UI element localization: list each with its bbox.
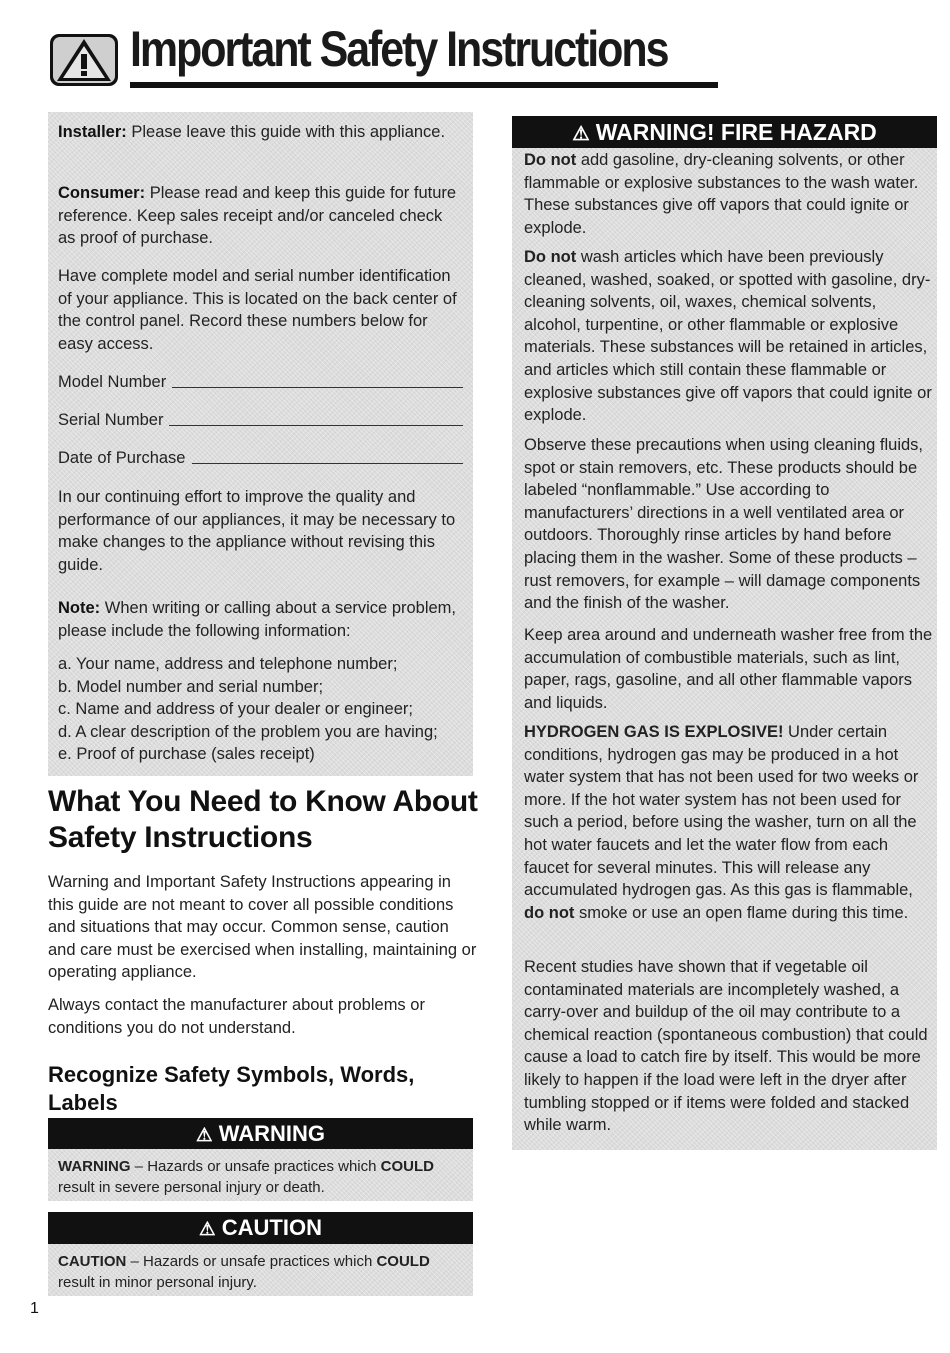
date-of-purchase-field: Date of Purchase xyxy=(58,449,463,468)
service-note: Note: When writing or calling about a service problem, please include the following information: xyxy=(58,599,457,640)
page-header xyxy=(50,20,668,90)
list-item: e. Proof of purchase (sales receipt) xyxy=(58,745,315,764)
section-heading: What You Need to Know About Safety Instructions xyxy=(48,785,478,854)
installer-note: Installer: Please leave this guide with this appliance. xyxy=(58,123,446,141)
fire-hazard-banner: ⚠ WARNING! FIRE HAZARD xyxy=(512,116,937,148)
warning-banner: ⚠ WARNING xyxy=(48,1118,473,1149)
list-item: d. A clear description of the problem you are having; xyxy=(58,722,438,741)
fire-paragraph-6: Recent studies have shown that if vegetable oil contaminated materials are incompletely washed, a carry-over and buildup of the oil may contribute to a chemical reaction (spontaneous combustion) that could cause a load to catch fire by itself. This would be more likely to happen if the load were left in the dryer after tumbling stopped or if items were folded and stacked while warm. xyxy=(524,958,928,1135)
warning-definition: WARNING – Hazards or unsafe practices which COULD result in severe personal injury or death. xyxy=(58,1158,434,1196)
fire-paragraph-1: Do not add gasoline, dry-cleaning solvents, or other flammable or explosive substances to the wash water. These substances give off vapors that could ignite or explode. xyxy=(524,151,919,237)
caution-banner: ⚠ CAUTION xyxy=(48,1212,473,1244)
model-number-field: Model Number xyxy=(58,373,463,392)
title-underline xyxy=(130,82,718,88)
warning-triangle-icon: ⚠ xyxy=(199,1218,216,1239)
serial-number-field: Serial Number xyxy=(58,411,463,430)
consumer-note: Consumer: Please read and keep this guide for future reference. Keep sales receipt and/or canceled check as proof of purchase. xyxy=(58,184,457,248)
caution-definition: CAUTION – Hazards or unsafe practices which COULD result in minor personal injury. xyxy=(58,1253,430,1291)
contact-manufacturer-paragraph: Always contact the manufacturer about problems or conditions you do not understand. xyxy=(48,996,425,1037)
list-item: c. Name and address of your dealer or engineer; xyxy=(58,700,413,719)
warning-triangle-icon: ⚠ xyxy=(195,1124,213,1145)
model-info-text: Have complete model and serial number identification of your appliance. This is located on the back center of the control panel. Record these numbers below for easy access. xyxy=(58,267,457,353)
warning-triangle-icon: ⚠ xyxy=(572,123,590,145)
fire-paragraph-5: HYDROGEN GAS IS EXPLOSIVE! Under certain conditions, hydrogen gas may be produced in a hot water system that has not been used for two weeks or more. If the hot water system has not been used for such a period, before using the washer, turn on all the hot water faucets and let the water flow from each faucet for several minutes. This will release any accumulated hydrogen gas. As this gas is flammable, do not smoke or use an open flame during this time. xyxy=(524,723,919,922)
symbols-subheading: Recognize Safety Symbols, Words, Labels xyxy=(48,1062,415,1115)
fire-paragraph-4: Keep area around and underneath washer free from the accumulation of combustible materials, such as lint, paper, rags, gasoline, and all other flammable vapors and liquids. xyxy=(524,626,933,712)
improvement-note: In our continuing effort to improve the quality and performance of our appliances, it may be necessary to make changes to the appliance without revising this guide. xyxy=(58,488,456,574)
page-title: Important Safety Instructions xyxy=(130,21,668,77)
fire-paragraph-2: Do not wash articles which have been previously cleaned, washed, soaked, or spotted with gasoline, dry-cleaning solvents, oil, waxes, chemical solvents, alcohol, turpentine, or other flammable or explosive materials. These substances will be retained in articles, and articles which still contain these flammable or explosive substances give off vapors that could ignite or explode. xyxy=(524,248,932,425)
warning-triangle-icon xyxy=(50,34,118,86)
list-item: b. Model number and serial number; xyxy=(58,677,324,696)
list-item: a. Your name, address and telephone number; xyxy=(58,655,398,673)
service-info-list xyxy=(58,653,463,766)
page-number: 1 xyxy=(30,1300,39,1317)
fire-paragraph-3: Observe these precautions when using cleaning fluids, spot or stain removers, etc. These products should be labeled “nonflammable.” Use according to manufacturers’ directions in a well ventilated area or outdoors. Thoroughly rinse articles by hand before placing them in the washer. Some of these products – rust removers, for example – will damage components and the finish of the washer. xyxy=(524,436,923,613)
safety-intro-paragraph: Warning and Important Safety Instructions appearing in this guide are not meant to cover all possible conditions and situations that may occur. Common sense, caution and care must be exercised when installing, maintaining or operating appliance. xyxy=(48,873,477,982)
